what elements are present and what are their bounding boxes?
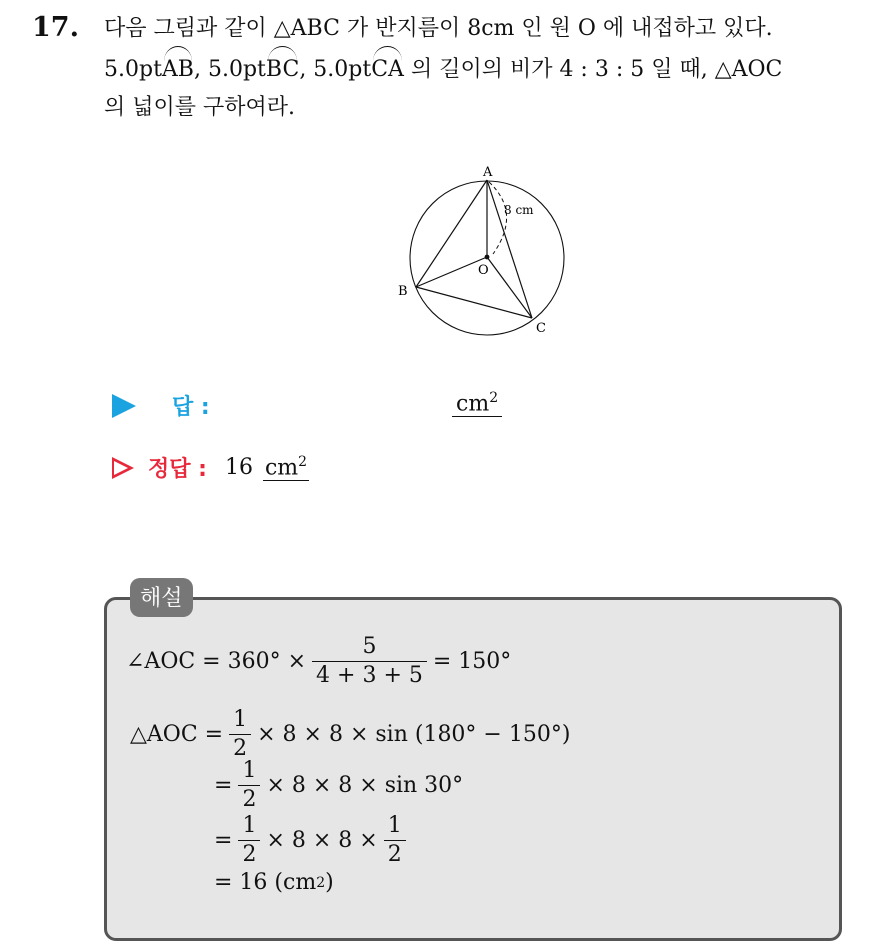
circle-figure <box>390 158 570 343</box>
radius-label: 8 cm <box>504 203 534 217</box>
half-numerator: 1 <box>387 813 402 838</box>
label-c: C <box>536 321 546 336</box>
solution-line-1 <box>126 633 511 690</box>
solution-tab: 해설 <box>130 578 193 617</box>
arc-ab: AB <box>162 55 194 85</box>
half-denominator: 2 <box>238 785 260 814</box>
final-close-paren: ) <box>325 870 334 895</box>
arc-separator-2: , 5.0pt <box>299 57 372 82</box>
ratio-fraction <box>312 633 427 690</box>
equals-sign: = <box>214 828 233 853</box>
half-numerator: 1 <box>242 758 257 783</box>
correct-label: 정답 : <box>148 457 207 482</box>
angle-aoc-lhs: ∠AOC = 360° × <box>126 649 307 674</box>
answer-arrow-icon <box>112 394 136 418</box>
half-numerator: 1 <box>233 707 248 732</box>
correct-unit <box>263 454 309 481</box>
area-expression-1: × 8 × 8 × sin (180° − 150°) <box>257 722 571 747</box>
half-fraction-1 <box>229 706 251 763</box>
correct-arrow-icon <box>112 457 134 479</box>
center-point <box>485 255 490 260</box>
solution-line-2 <box>130 706 570 763</box>
correct-unit-exponent: 2 <box>298 453 308 470</box>
answer-unit-exponent: 2 <box>489 390 499 406</box>
answer-unit: cm <box>456 391 490 417</box>
solution-line-5 <box>214 870 334 895</box>
segment-oc <box>487 257 532 318</box>
equals-sign: = <box>214 773 233 798</box>
area-expression-3: × 8 × 8 × <box>266 828 378 853</box>
half-numerator: 1 <box>242 813 257 838</box>
question-line-3: 의 넓이를 구하여라. <box>104 95 295 120</box>
correct-unit-text: cm <box>264 455 299 481</box>
half-fraction-4 <box>384 812 406 869</box>
ratio-text: 의 길이의 비가 4 : 3 : 5 일 때, △AOC <box>403 57 783 82</box>
half-fraction-2 <box>238 757 260 814</box>
half-fraction-3 <box>238 812 260 869</box>
label-o: O <box>478 263 489 278</box>
correct-answer-row <box>112 452 309 483</box>
question-number: 17. <box>32 12 79 43</box>
arc-bc: BC <box>266 55 299 85</box>
final-unit-exponent: 2 <box>316 874 326 891</box>
area-lhs: △AOC = <box>130 722 224 747</box>
solution-line-3 <box>214 757 463 814</box>
area-expression-2: × 8 × 8 × sin 30° <box>266 773 464 798</box>
answer-blank[interactable] <box>452 390 502 417</box>
segment-ab <box>416 180 487 287</box>
half-denominator: 2 <box>229 734 251 763</box>
answer-row <box>112 390 210 421</box>
arc-separator-1: , 5.0pt <box>193 57 266 82</box>
ratio-numerator: 5 <box>362 634 377 659</box>
question-line-2 <box>104 55 782 85</box>
answer-label: 답 : <box>172 395 210 420</box>
ratio-denominator: 4 + 3 + 5 <box>312 661 427 690</box>
segment-ca <box>487 180 532 318</box>
label-a: A <box>483 165 493 180</box>
solution-line-4 <box>214 812 412 869</box>
angle-aoc-result: = 150° <box>432 649 512 674</box>
question-line-1: 다음 그림과 같이 △ABC 가 반지름이 8cm 인 원 O 에 내접하고 있다. <box>104 16 773 41</box>
final-result: = 16 (cm <box>214 870 317 895</box>
half-denominator: 2 <box>384 840 406 869</box>
arc-ca: CA <box>371 55 404 85</box>
half-denominator: 2 <box>238 840 260 869</box>
label-b: B <box>398 284 408 299</box>
correct-value: 16 <box>224 455 253 480</box>
arc-prefix: 5.0pt <box>104 57 162 82</box>
